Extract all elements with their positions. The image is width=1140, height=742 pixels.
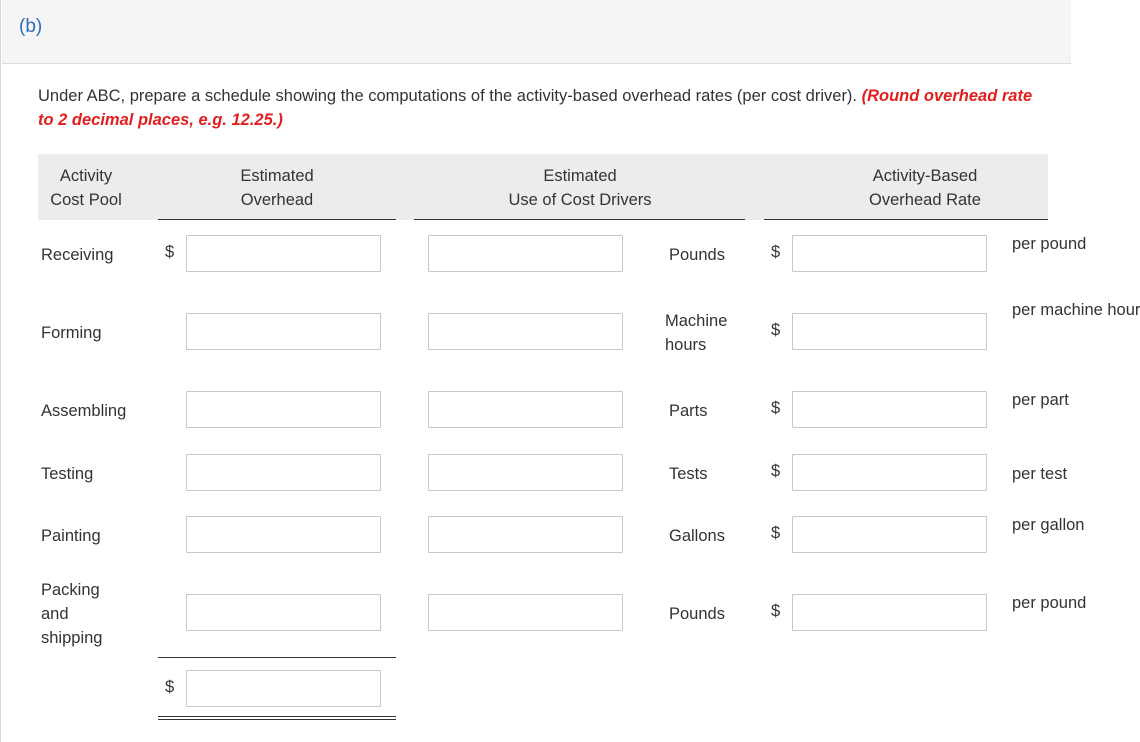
dollar-sign: $	[165, 678, 175, 696]
overhead-rate-input[interactable]	[792, 235, 987, 272]
driver-unit: Machine hours	[665, 312, 728, 354]
dollar-sign: $	[771, 321, 781, 339]
driver-unit: Gallons	[669, 527, 725, 545]
pool-name: Forming	[41, 324, 102, 342]
per-unit-label: per pound	[1012, 594, 1087, 612]
instructions-text: Under ABC, prepare a schedule showing the computations of the activity-based overhead rates (per cost driver).	[38, 87, 858, 105]
per-unit-label: per pound	[1012, 235, 1087, 253]
pool-name: Assembling	[41, 402, 127, 420]
driver-unit: Parts	[669, 402, 708, 420]
driver-unit: Pounds	[669, 246, 725, 264]
dollar-sign: $	[771, 243, 781, 261]
estimated-use-input[interactable]	[428, 454, 623, 491]
driver-unit: Tests	[669, 465, 708, 483]
per-unit-label: per test	[1012, 465, 1068, 483]
double-underline-bottom	[158, 719, 396, 720]
estimated-use-input[interactable]	[428, 516, 623, 553]
total-rule	[158, 657, 396, 658]
estimated-use-input[interactable]	[428, 235, 623, 272]
driver-unit: Pounds	[669, 605, 725, 623]
double-underline-top	[158, 716, 396, 717]
overhead-rate-input[interactable]	[792, 594, 987, 631]
estimated-use-input[interactable]	[428, 391, 623, 428]
part-label: (b)	[19, 16, 43, 37]
dollar-sign: $	[771, 524, 781, 542]
pool-name: Painting	[41, 527, 101, 545]
total-overhead-input[interactable]	[186, 670, 381, 707]
estimated-overhead-input[interactable]	[186, 594, 381, 631]
rounding-note: (Round overhead rate to 2 decimal places, e.g. 12.25.)	[38, 87, 1033, 129]
estimated-use-input[interactable]	[428, 313, 623, 350]
pool-name: Packing and shipping	[41, 581, 103, 647]
header-estimated-use: Estimated Use of Cost Drivers	[508, 167, 652, 209]
estimated-overhead-input[interactable]	[186, 313, 381, 350]
estimated-overhead-input[interactable]	[186, 454, 381, 491]
estimated-overhead-input[interactable]	[186, 516, 381, 553]
pool-name: Receiving	[41, 246, 114, 264]
dollar-sign: $	[165, 243, 175, 261]
header-rule-rate	[764, 219, 1048, 220]
overhead-rate-input[interactable]	[792, 391, 987, 428]
per-unit-label: per gallon	[1012, 516, 1085, 534]
overhead-rate-input[interactable]	[792, 313, 987, 350]
overhead-rate-input[interactable]	[792, 454, 987, 491]
instructions	[38, 84, 1048, 132]
header-estimated-overhead: Estimated Overhead	[240, 167, 314, 209]
dollar-sign: $	[771, 462, 781, 480]
header-rule-use	[414, 219, 745, 220]
dollar-sign: $	[771, 399, 781, 417]
per-unit-label: per part	[1012, 391, 1069, 409]
pool-name: Testing	[41, 465, 94, 483]
overhead-rate-input[interactable]	[792, 516, 987, 553]
estimated-overhead-input[interactable]	[186, 391, 381, 428]
header-activity-cost-pool: Activity Cost Pool	[50, 167, 122, 209]
header-rule-overhead	[158, 219, 396, 220]
header-overhead-rate: Activity-Based Overhead Rate	[869, 167, 981, 209]
per-unit-label: per machine hour	[1012, 301, 1140, 319]
dollar-sign: $	[771, 602, 781, 620]
estimated-use-input[interactable]	[428, 594, 623, 631]
estimated-overhead-input[interactable]	[186, 235, 381, 272]
part-header	[2, 0, 1071, 64]
